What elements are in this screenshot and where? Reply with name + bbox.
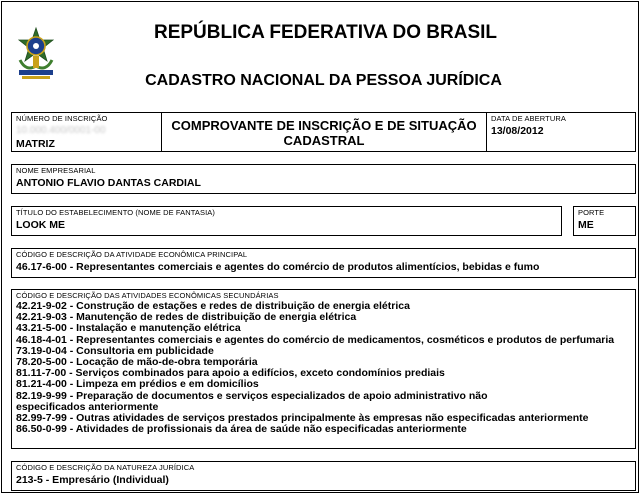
size-value: ME [578, 219, 594, 231]
list-item: 73.19-0-04 - Consultoria em publicidade [16, 344, 214, 357]
list-item: 78.20-5-00 - Locação de mão-de-obra temporária [16, 356, 258, 369]
list-item: 82.99-7-99 - Outras atividades de serviços prestados principalmente às empresas não especificadas anteriormente [16, 412, 589, 425]
list-item: 82.19-9-99 - Preparação de documentos e serviços especializados de apoio administrativo não especificados anteriormente [16, 389, 488, 413]
legal-nature-label: CÓDIGO E DESCRIÇÃO DA NATUREZA JURÍDICA [16, 463, 195, 472]
secondary-activities-label: CÓDIGO E DESCRIÇÃO DAS ATIVIDADES ECONÔMICAS SECUNDÁRIAS [16, 291, 279, 300]
list-item: 81.21-4-00 - Limpeza em prédios e em domicílios [16, 378, 259, 391]
list-item: 81.11-7-00 - Serviços combinados para apoio a edifícios, exceto condomínios prediais [16, 367, 445, 380]
company-name-value: ANTONIO FLAVIO DANTAS CARDIAL [16, 177, 201, 189]
opening-date-label: DATA DE ABERTURA [491, 114, 566, 123]
secondary-activities-list [16, 301, 631, 435]
document-title-line1: COMPROVANTE DE INSCRIÇÃO E DE SITUAÇÃO [171, 118, 477, 133]
legal-nature-box [11, 461, 636, 491]
list-item: 86.50-0-99 - Atividades de profissionais da área de saúde não especificadas anteriormente [16, 423, 467, 436]
list-item: 42.21-9-02 - Construção de estações e redes de distribuição de energia elétrica [16, 300, 410, 312]
list-item: 46.18-4-01 - Representantes comerciais e agentes do comércio de medicamentos, cosméticos e produtos de perfumaria [16, 333, 615, 346]
secondary-activities-box [11, 289, 636, 449]
legal-nature-value: 213-5 - Empresário (Individual) [16, 474, 169, 486]
main-activity-box [11, 248, 636, 278]
registration-box [11, 112, 162, 152]
registration-type: MATRIZ [16, 138, 55, 150]
trade-name-box [11, 206, 562, 236]
register-title: CADASTRO NACIONAL DA PESSOA JURÍDICA [145, 72, 502, 89]
list-item: 42.21-9-03 - Manutenção de redes de distribuição de energia elétrica [16, 311, 357, 324]
company-name-box [11, 164, 636, 194]
document-title-box [161, 112, 487, 152]
opening-date-box [486, 112, 636, 152]
registration-number: 10.000.400/0001-00 [16, 125, 106, 136]
trade-name-label: TÍTULO DO ESTABELECIMENTO (NOME DE FANTASIA) [16, 208, 216, 217]
size-box [573, 206, 636, 236]
opening-date-value: 13/08/2012 [491, 125, 544, 137]
registration-label: NÚMERO DE INSCRIÇÃO [16, 114, 108, 123]
list-item: 43.21-5-00 - Instalação e manutenção elétrica [16, 322, 241, 335]
size-label: PORTE [578, 208, 605, 217]
trade-name-value: LOOK ME [16, 219, 65, 231]
main-activity-label: CÓDIGO E DESCRIÇÃO DA ATIVIDADE ECONÔMICA PRINCIPAL [16, 250, 248, 259]
company-name-label: NOME EMPRESARIAL [16, 166, 96, 175]
main-activity-value: 46.17-6-00 - Representantes comerciais e agentes do comércio de produtos alimentícios, bebidas e fumo [16, 261, 540, 273]
country-title: REPÚBLICA FEDERATIVA DO BRASIL [153, 22, 498, 43]
document-title-line2: CADASTRAL [283, 133, 365, 148]
